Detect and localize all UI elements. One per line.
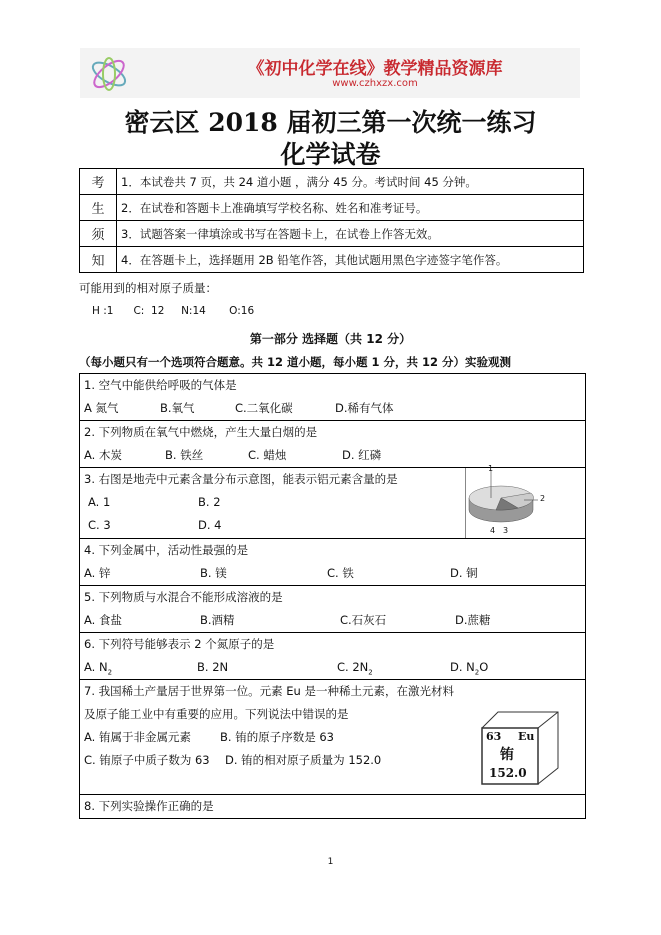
banner bbox=[80, 48, 580, 98]
option-b: B. 2 bbox=[198, 495, 221, 509]
notice-item: 3．试题答案一律填涂或书写在答题卡上，在试卷上作答无效。 bbox=[117, 221, 584, 247]
notice-side: 生 bbox=[80, 195, 117, 221]
option-b: B. 铕的原子序数是 63 bbox=[220, 730, 334, 744]
question-stem: 2. 下列物质在氧气中燃烧，产生大量白烟的是 bbox=[84, 425, 318, 439]
pie-label: 4 bbox=[490, 526, 496, 535]
question-stem: 1. 空气中能供给呼吸的气体是 bbox=[84, 378, 237, 392]
option-d: D.稀有气体 bbox=[335, 401, 394, 415]
questions-table bbox=[79, 373, 586, 819]
question-stem: 及原子能工业中有重要的应用。下列说法中错误的是 bbox=[84, 707, 349, 721]
notice-item: 2．在试卷和答题卡上准确填写学校名称、姓名和准考证号。 bbox=[117, 195, 584, 221]
notice-side: 知 bbox=[80, 247, 117, 273]
option-a: A. 锌 bbox=[84, 566, 111, 580]
option-b: B. 镁 bbox=[200, 566, 227, 580]
option-d: D. 铕的相对原子质量为 152.0 bbox=[225, 753, 382, 767]
question-6 bbox=[80, 632, 585, 679]
question-stem: 4. 下列金属中，活动性最强的是 bbox=[84, 543, 249, 557]
notice-item: 1．本试卷共 7 页，共 24 道小题 ，满分 45 分。考试时间 45 分钟。 bbox=[117, 169, 584, 195]
pie-label: 2 bbox=[540, 494, 546, 503]
pie-label: 1 bbox=[488, 464, 494, 473]
option-c: C. $2N_2$ bbox=[337, 660, 373, 677]
option-c: C. 铁 bbox=[327, 566, 354, 580]
atomic-number: 63 bbox=[486, 730, 502, 743]
exam-subtitle: 化学试卷 bbox=[280, 140, 381, 169]
question-stem: 7. 我国稀土产量居于世界第一位。元素 Eu 是一种稀土元素，在激光材料 bbox=[84, 684, 454, 698]
option-d: D. 4 bbox=[198, 518, 222, 532]
option-b: B. 铁丝 bbox=[165, 448, 204, 462]
exam-title: 密云区 2018 届初三第一次统一练习 bbox=[124, 108, 537, 137]
option-b: B.氧气 bbox=[160, 401, 195, 415]
option-a: A 氮气 bbox=[84, 401, 119, 415]
pie-chart-icon bbox=[466, 468, 586, 538]
question-2 bbox=[80, 420, 585, 467]
question-1 bbox=[80, 374, 585, 420]
option-d: D. 铜 bbox=[450, 566, 478, 580]
pie-chart-figure bbox=[465, 464, 586, 538]
question-8 bbox=[80, 794, 585, 818]
question-5 bbox=[80, 585, 585, 632]
section-title: 第一部分 选择题（共 12 分） bbox=[249, 332, 412, 346]
banner-title: 《初中化学在线》教学精品资源库 bbox=[247, 59, 503, 79]
question-stem: 5. 下列物质与水混合不能形成溶液的是 bbox=[84, 590, 283, 604]
logo-icon bbox=[88, 53, 130, 95]
option-a: A. 木炭 bbox=[84, 448, 122, 462]
page-number: 1 bbox=[327, 857, 334, 867]
banner-url: www.czhxzx.com bbox=[332, 78, 418, 89]
option-c: C. 蜡烛 bbox=[248, 448, 287, 462]
option-a: A. 铕属于非金属元素 bbox=[84, 730, 191, 744]
element-symbol: Eu bbox=[518, 730, 535, 743]
option-d: D. $N_2O$ bbox=[450, 660, 489, 677]
element-name: 铕 bbox=[500, 747, 514, 763]
option-a: A. 食盐 bbox=[84, 613, 122, 627]
question-4 bbox=[80, 538, 585, 585]
option-b: B.酒精 bbox=[200, 613, 235, 627]
option-a: A. $N_2$ bbox=[84, 660, 113, 677]
pie-label: 3 bbox=[503, 526, 509, 535]
element-card bbox=[480, 710, 560, 785]
option-c: C.石灰石 bbox=[340, 613, 387, 627]
option-c: C.二氧化碳 bbox=[235, 401, 293, 415]
question-stem: 8. 下列实验操作正确的是 bbox=[84, 799, 214, 813]
section-note: （每小题只有一个选项符合题意。共 12 道小题，每小题 1 分，共 12 分）实验观测 bbox=[79, 355, 512, 369]
question-stem: 6. 下列符号能够表示 2 个氮原子的是 bbox=[84, 637, 275, 651]
notice-item: 4．在答题卡上，选择题用 2B 铅笔作答，其他试题用黑色字迹签字笔作答。 bbox=[117, 247, 584, 273]
option-a: A. 1 bbox=[88, 495, 111, 509]
question-3 bbox=[80, 464, 585, 538]
notice-table bbox=[79, 168, 584, 273]
option-c: C. 3 bbox=[88, 518, 111, 532]
atomic-mass: 152.0 bbox=[489, 766, 527, 780]
option-c: C. 铕原子中质子数为 63 bbox=[84, 753, 210, 767]
option-d: D. 红磷 bbox=[342, 448, 382, 462]
notice-side: 须 bbox=[80, 221, 117, 247]
question-stem: 3. 右图是地壳中元素含量分布示意图，能表示铝元素含量的是 bbox=[84, 472, 398, 486]
option-b: B. 2N bbox=[197, 660, 229, 674]
atomic-mass-label: 可能用到的相对原子质量： bbox=[79, 281, 217, 295]
option-d: D.蔗糖 bbox=[455, 613, 491, 627]
question-7 bbox=[80, 679, 585, 794]
notice-side: 考 bbox=[80, 169, 117, 195]
atomic-masses: H :1 C: 12 N:14 O:16 bbox=[92, 305, 255, 317]
